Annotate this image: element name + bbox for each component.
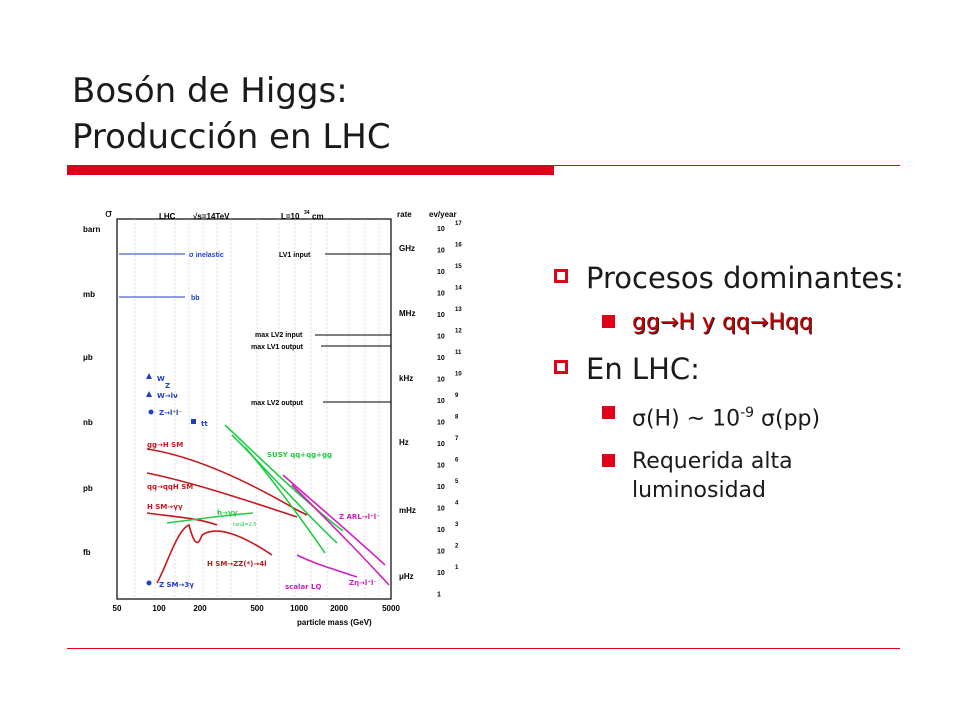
rate-power-label: 10 [437,419,445,427]
sub-bullet-luminosidad-text: Requerida alta luminosidad [632,449,793,504]
rate-power-label: 10 [437,247,445,255]
rate-power-label: 10 [437,570,445,577]
max-lv2-input-label: max LV2 input [255,332,303,339]
evyear-exponent-label: 9 [455,393,459,399]
fig-sigma-label: σ [105,207,112,220]
qq-qqhsm-label: qq→qqH SM [147,483,194,491]
x-tick-label: 500 [250,604,264,613]
fig-lhc-label: LHC [159,212,176,221]
rate-power-label: 10 [437,398,445,405]
sub-bullet-sigma-exp: -9 [740,405,755,421]
x-axis-label: particle mass (GeV) [297,618,372,627]
tt-label: tt [201,420,208,428]
w-label: W [157,375,165,383]
rate-unit-label: MHz [399,309,416,318]
x-tick-label: 100 [152,604,166,613]
hollow-square-bullet-icon [554,360,568,374]
evyear-exponent-label: 16 [455,242,462,249]
slide-title-line1: Bosón de Higgs: [72,71,348,111]
rate-power-label: 10 [437,312,445,319]
filled-square-bullet-icon [602,406,615,419]
zsm-3g-marker [147,581,152,586]
slide-title-line2: Producción en LHC [72,117,391,157]
y-unit-label: nb [83,418,93,427]
max-lv1-output-label: max LV1 output [251,344,303,351]
sub-bullet-gg-text: gg [632,310,660,335]
rate-power-label: 10 [437,333,445,341]
tt-marker [191,419,196,424]
sub-bullet-gg-h [552,308,912,337]
w-lnu-label: W→lν [157,392,178,400]
evyear-exponent-label: 8 [455,414,459,421]
x-tick-label: 5000 [382,604,400,613]
slide-title [72,68,391,160]
sub-bullet-h-text: H y [678,310,715,335]
z-label: Z [165,382,171,390]
gg-hsm-label: gg→H SM [147,441,184,449]
title-accent-bar [67,165,554,175]
z-ll-marker [149,410,154,415]
evyear-exponent-label: 2 [455,543,459,550]
h-gg-label: h→γγ [217,509,238,517]
rate-power-label: 10 [437,527,445,534]
title-accent-line [554,165,900,166]
filled-square-bullet-icon [602,315,615,328]
scalar-lq-label: scalar LQ [285,583,322,591]
y-unit-label: fb [83,548,91,557]
zarl-label: Z ARL→l⁺l⁻ [339,513,380,521]
rate-power-label: 10 [437,226,445,233]
fig-rate-header: rate [397,210,412,219]
rate-power-label: 10 [437,548,445,556]
x-tick-label: 200 [193,604,207,613]
sub-bullet-qq-text: qq [721,310,750,335]
hsm-zz-label: H SM→ZZ(*)→4l [207,560,267,568]
zeta-label: Zη→l⁺l⁻ [349,579,378,587]
lv1-input-label: LV1 input [279,252,311,259]
susy-label: SUSY qq+qg+gg [267,451,333,459]
sub-bullet-luminosidad [552,447,912,505]
bullet-procesos [552,260,912,296]
rate-power-label: 10 [437,376,445,384]
evyear-exponent-label: 13 [455,307,462,313]
evyear-exponent-label: 6 [455,457,459,464]
evyear-exponent-label: 7 [455,436,459,442]
y-unit-label: mb [83,290,95,299]
rate-power-label: 1 [437,591,441,599]
z-ll-label: Z→l⁺l⁻ [159,409,183,417]
rate-unit-label: mHz [399,506,416,515]
evyear-exponent-label: 10 [455,371,462,378]
rate-power-label: 10 [437,269,445,276]
rate-power-label: 10 [437,355,445,362]
evyear-exponent-label: 12 [455,328,462,335]
y-unit-label: pb [83,484,93,493]
rate-unit-label: kHz [399,374,414,383]
arrow-icon: → [659,310,679,335]
hsm-gg-label: H SM→γγ [147,503,183,511]
higgs-cross-section-figure [67,185,497,647]
evyear-exponent-label: 5 [455,479,459,485]
inelastic-label: σ inelastic [189,252,224,259]
bullet-list [552,260,912,519]
x-tick-label: 50 [112,604,122,613]
sub-bullet-sigma-right: σ(pp) [754,406,821,432]
rate-power-label: 10 [437,505,445,513]
rate-unit-label: Hz [399,438,409,447]
zsm-3g-label: Z SM→3γ [159,581,195,589]
y-unit-label: barn [83,225,101,234]
hollow-square-bullet-icon [554,269,568,283]
bullet-procesos-text: Procesos dominantes: [586,261,905,295]
sub-bullet-sigma-left: σ(H) ~ 10 [632,406,741,432]
rate-power-label: 10 [437,484,445,491]
bullet-en-lhc-text: En LHC: [586,352,700,386]
rate-unit-label: μHz [399,572,414,581]
tanb-label: tanβ=2.5 [233,522,257,528]
rate-power-label: 10 [437,290,445,298]
evyear-exponent-label: 17 [455,221,462,227]
fig-sqrt-label: √s=14TeV [193,212,230,221]
rate-power-label: 10 [437,441,445,448]
fig-evyear-header: ev/year [429,210,457,219]
filled-square-bullet-icon [602,454,615,467]
arrow-icon: → [749,310,769,335]
max-lv2-output-label: max LV2 output [251,400,303,407]
evyear-exponent-label: 3 [455,522,459,528]
evyear-exponent-label: 14 [455,285,462,292]
evyear-exponent-label: 4 [455,500,459,507]
rate-power-label: 10 [437,462,445,470]
bb-label: bb [191,295,200,302]
footer-divider-line [67,648,900,649]
fig-lumi-exp: 34 [304,210,310,216]
fig-lumi-label: L=10 [281,212,300,221]
bullet-en-lhc [552,351,912,387]
evyear-exponent-label: 15 [455,264,462,270]
y-unit-label: μb [83,353,93,362]
sub-bullet-sigma [552,399,912,433]
evyear-exponent-label: 1 [455,565,459,571]
x-tick-label: 1000 [290,604,308,613]
sub-bullet-hqq-text: Hqq [768,310,813,335]
fig-lumi-units: cm [312,212,324,221]
rate-unit-label: GHz [399,244,415,253]
x-tick-label: 2000 [330,604,348,613]
evyear-exponent-label: 11 [455,350,462,356]
